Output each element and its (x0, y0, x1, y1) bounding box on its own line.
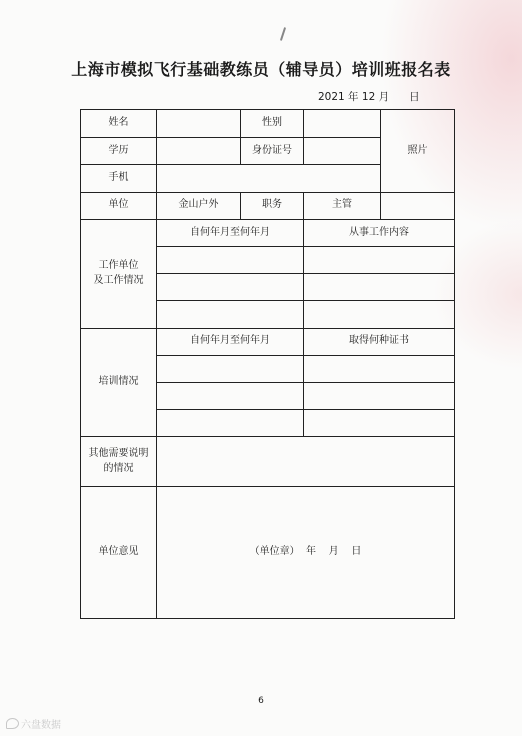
unit-seal-line: （单位章） 年 月 日 (249, 546, 362, 558)
training-certificate-header: 取得何种证书 (304, 328, 455, 355)
work-period-field[interactable] (157, 301, 304, 328)
education-field[interactable] (157, 138, 241, 165)
training-section-label: 培训情况 (81, 328, 157, 437)
training-period-field[interactable] (157, 355, 304, 382)
photo-label: 照片 (407, 144, 428, 156)
page-number: 6 (258, 696, 264, 706)
registration-form-table (80, 109, 455, 619)
phone-field[interactable] (157, 165, 381, 192)
watermark-text: 六盘数据 (21, 720, 61, 731)
watermark (6, 716, 61, 731)
training-certificate-field[interactable] (304, 355, 455, 382)
other-info-label: 其他需要说明 的情况 (81, 437, 157, 486)
gender-field[interactable] (304, 110, 381, 138)
work-period-field[interactable] (157, 274, 304, 301)
work-content-field[interactable] (304, 274, 455, 301)
name-label: 姓名 (81, 110, 157, 138)
unit-field[interactable]: 金山户外 (157, 192, 241, 219)
unit-label: 单位 (81, 192, 157, 219)
gender-label: 性别 (241, 110, 304, 138)
position-label: 职务 (241, 192, 304, 219)
work-content-field[interactable] (304, 301, 455, 328)
training-certificate-field[interactable] (304, 383, 455, 410)
unit-opinion-label: 单位意见 (81, 486, 157, 618)
work-section-label: 工作单位 及工作情况 (81, 219, 157, 328)
name-field[interactable] (157, 110, 241, 138)
form-title: 上海市模拟飞行基础教练员（辅导员）培训班报名表 (71, 60, 451, 79)
id-number-label: 身份证号 (241, 138, 304, 165)
date-line: 2021 年 12 月 日 (318, 91, 420, 103)
photo-box[interactable] (381, 110, 455, 193)
training-period-field[interactable] (157, 410, 304, 437)
position-field[interactable]: 主管 (304, 192, 381, 219)
unit-opinion-field[interactable] (157, 486, 455, 618)
work-content-field[interactable] (304, 247, 455, 274)
other-info-field[interactable] (157, 437, 455, 486)
empty-cell (381, 192, 455, 219)
watermark-logo-icon (6, 718, 19, 729)
pen-mark (280, 27, 286, 41)
education-label: 学历 (81, 138, 157, 165)
work-period-header: 自何年月至何年月 (157, 219, 304, 246)
training-period-field[interactable] (157, 383, 304, 410)
id-number-field[interactable] (304, 138, 381, 165)
phone-label: 手机 (81, 165, 157, 192)
work-period-field[interactable] (157, 247, 304, 274)
training-certificate-field[interactable] (304, 410, 455, 437)
training-period-header: 自何年月至何年月 (157, 328, 304, 355)
work-content-header: 从事工作内容 (304, 219, 455, 246)
